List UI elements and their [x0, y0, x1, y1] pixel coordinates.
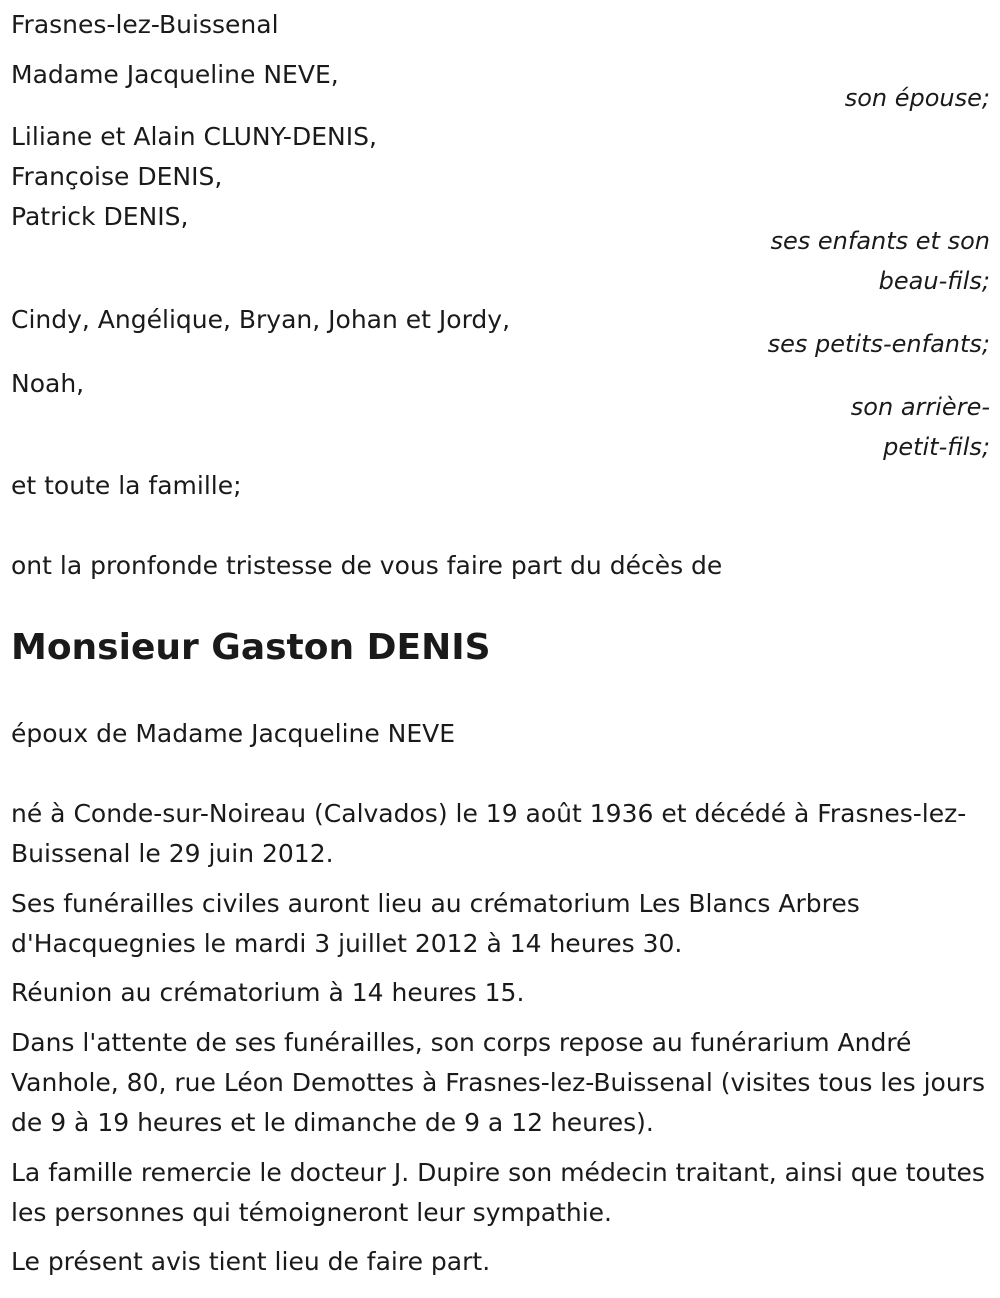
meeting-paragraph: Réunion au crématorium à 14 heures 15. [11, 978, 525, 1007]
children-role-line1: ses enfants et son [770, 227, 990, 255]
great-grandchild-role-line2: petit-fils; [883, 433, 990, 461]
child-name-1: Liliane et Alain CLUNY-DENIS, [11, 122, 377, 151]
great-grandchild-role-line1: son arrière- [850, 393, 990, 421]
spouse-name: Madame Jacqueline NEVE, [11, 60, 339, 89]
funeral-paragraph: Ses funérailles civiles auront lieu au crématorium Les Blancs Arbres d'Hacquegnies le mardi 3 juillet 2012 à 14 heures 30. [11, 889, 860, 958]
children-role-line2: beau-fils; [878, 267, 990, 295]
visits-paragraph: Dans l'attente de ses funérailles, son corps repose au funérarium André Vanhole, 80, rue Léon Demottes à Frasnes-lez-Buissenal (visites tous les jours de 9 à 19 heures et le dimanche de 9 a 12 heures). [11, 1028, 985, 1137]
deceased-name: Monsieur Gaston DENIS [11, 627, 491, 668]
notice-paragraph: Le présent avis tient lieu de faire part. [11, 1247, 491, 1276]
location-heading: Frasnes-lez-Buissenal [11, 10, 279, 39]
child-name-2: Françoise DENIS, [11, 162, 223, 191]
thanks-paragraph: La famille remercie le docteur J. Dupire son médecin traitant, ainsi que toutes les personnes qui témoigneront leur sympathie. [11, 1158, 985, 1227]
birth-death-paragraph: né à Conde-sur-Noireau (Calvados) le 19 août 1936 et décédé à Frasnes-lez-Buissenal le 29 juin 2012. [11, 799, 967, 868]
great-grandchild-name: Noah, [11, 369, 85, 398]
grandchildren-names: Cindy, Angélique, Bryan, Johan et Jordy, [11, 305, 511, 334]
grandchildren-role: ses petits-enfants; [767, 330, 990, 358]
child-name-3: Patrick DENIS, [11, 202, 189, 231]
spouse-role: son épouse; [844, 84, 990, 112]
announcement-text: ont la pronfonde tristesse de vous faire part du décès de [11, 551, 723, 580]
spouse-of-line: époux de Madame Jacqueline NEVE [11, 719, 456, 748]
family-line: et toute la famille; [11, 471, 242, 500]
